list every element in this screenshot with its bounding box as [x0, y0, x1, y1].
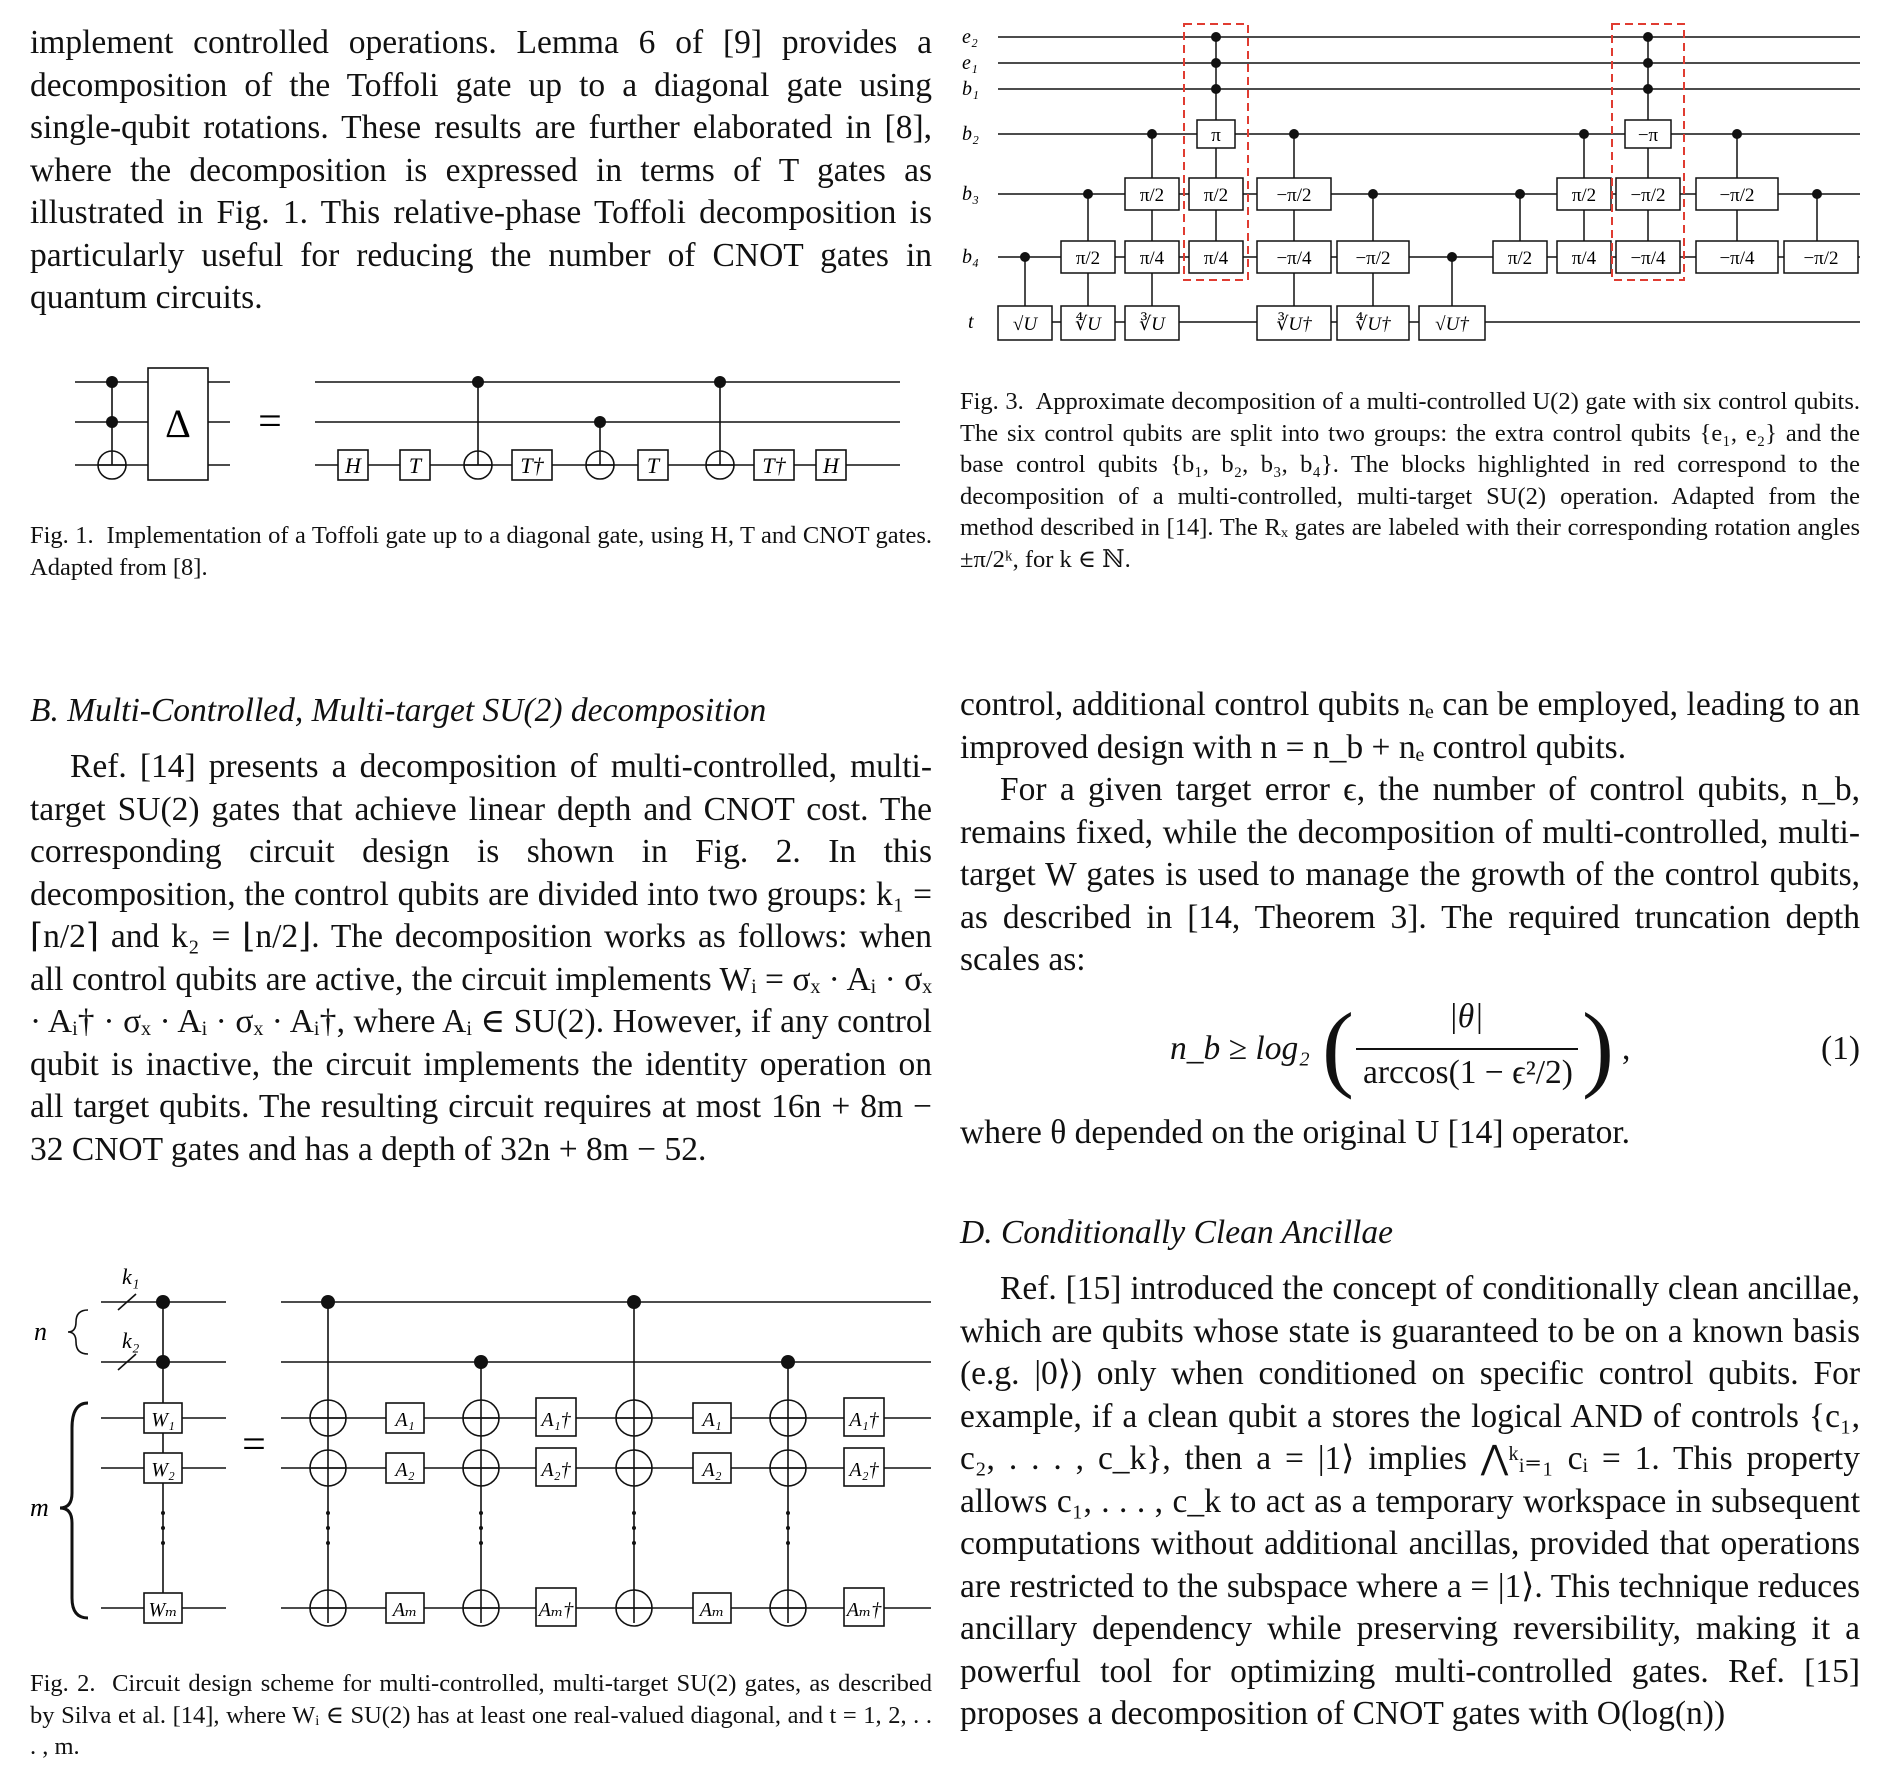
b3-gate-2: π/2	[1203, 185, 1229, 206]
equation-numerator: |θ|	[1448, 998, 1484, 1035]
control-paragraph: control, additional control qubits nₑ can be employed, leading to an improved design with n = n_b + nₑ control qubits.	[960, 686, 1860, 766]
equation-number: (1)	[1820, 1030, 1860, 1067]
fig2-caption	[30, 1668, 932, 1763]
equation-close-paren: )	[1582, 993, 1614, 1100]
fig1-gate-h2: H	[823, 453, 839, 478]
fig1-equals: =	[258, 399, 282, 445]
b2-gate-2: −π	[1637, 125, 1659, 146]
b4-gate-8: −π/4	[1630, 248, 1666, 269]
equation-1	[1170, 993, 1860, 1108]
wire-label-e1: e₁	[962, 52, 978, 74]
fig2-k2-label: k₂	[122, 1328, 140, 1353]
fig1-gate-t2: T	[646, 453, 660, 478]
fig1-circuit	[60, 360, 920, 500]
fig2-am-col2: Aₘ	[699, 1599, 725, 1621]
equation-fraction-bar	[1356, 1048, 1578, 1050]
b4-gate-1: π/2	[1075, 248, 1101, 269]
fig3-caption-text: Approximate decomposition of a multi-controlled U(2) gate with six control qubits. The six control qubits are split into two groups: the extra control qubits {e₁, e₂} and the base control qubits {b₁, b₂, b₃, b₄}. The blocks highlighted in red correspond to the decomposition of a multi-controlled, multi-target SU(2) operation. Adapted from the method described in [14]. The Rₓ gates are labeled with their corresponding rotation angles ±π/2ᵏ, for k ∈ ℕ.	[960, 388, 1860, 573]
fig1-gate-tdag2: T†	[762, 453, 786, 478]
b3-gate-6: −π/2	[1719, 185, 1755, 206]
fig2-n-label: n	[34, 1317, 47, 1346]
fig3-caption	[960, 386, 1860, 575]
fig2-amdag-col2: Aₘ†	[846, 1599, 882, 1621]
b4-gate-7: π/4	[1571, 248, 1597, 269]
b4-gate-6: π/2	[1507, 248, 1533, 269]
b3-gate-3: −π/2	[1276, 185, 1312, 206]
b2-gate-1: π	[1211, 125, 1221, 146]
fig2-w1-label: W₁	[151, 1409, 175, 1431]
b3-gate-4: π/2	[1571, 185, 1597, 206]
b4-gate-9: −π/4	[1719, 248, 1755, 269]
wire-label-b2: b₂	[962, 123, 979, 145]
fig2-m-label: m	[30, 1493, 49, 1522]
b4-gate-4: −π/4	[1276, 248, 1312, 269]
fig2-caption-label: Fig. 2.	[30, 1670, 96, 1697]
target-error-paragraph: For a given target error ϵ, the number of control qubits, n_b, remains fixed, while the decomposition of multi-controlled, multi-target W gates is used to manage the growth of the control qubits, as described in [14, Theorem 3]. The required truncation depth scales as:	[960, 771, 1860, 978]
where-paragraph: where θ depended on the original U [14] operator.	[960, 1114, 1630, 1151]
fig1-caption-label: Fig. 1.	[30, 522, 94, 549]
fig3-caption-label: Fig. 3.	[960, 388, 1024, 415]
fig2-w2-label: W₂	[151, 1459, 175, 1481]
equation-lhs: n_b ≥ log₂	[1170, 1030, 1310, 1067]
t-gate-4: ∛U†	[1276, 314, 1312, 335]
section-b-heading: B. Multi-Controlled, Multi-target SU(2) decomposition	[30, 692, 767, 729]
fig2-a2-col2: A₂	[702, 1459, 722, 1481]
fig2-a2dag-col1: A₂†	[541, 1459, 571, 1481]
fig2-equals: =	[242, 1422, 266, 1468]
wire-label-b3: b₃	[962, 183, 979, 205]
b4-gate-3: π/4	[1203, 248, 1229, 269]
fig2-a2dag-col2: A₂†	[849, 1459, 879, 1481]
fig1-caption	[30, 520, 932, 583]
fig3-circuit	[960, 16, 1865, 356]
b4-gate-2: π/4	[1139, 248, 1165, 269]
wire-label-e2: e₂	[962, 26, 978, 48]
fig2-am-col1: Aₘ	[392, 1599, 418, 1621]
t-gate-5: ∜U†	[1355, 314, 1391, 335]
b4-gate-10: −π/2	[1803, 248, 1839, 269]
section-b-paragraph: Ref. [14] presents a decomposition of multi-controlled, multi-target SU(2) gates that achieve linear depth and CNOT cost. The corresponding circuit design is shown in Fig. 2. In this decomposition, the control qubits are divided into two groups: k₁ = ⌈n/2⌉ and k₂ = ⌊n/2⌋. The decomposition works as follows: when all control qubits are active, the circuit implements Wᵢ = σₓ · Aᵢ · σₓ · Aᵢ† · σₓ · Aᵢ · σₓ · Aᵢ†, where Aᵢ ∈ SU(2). However, if any control qubit is inactive, the circuit implements the identity operation on all target qubits. The resulting circuit requires at most 16n + 8m − 32 CNOT gates and has a depth of 32n + 8m − 52.	[30, 748, 932, 1168]
fig2-a1-col2: A₁	[702, 1409, 722, 1431]
section-d-paragraph: Ref. [15] introduced the concept of conditionally clean ancillae, which are qubits whose state is guaranteed to be on a known basis (e.g. |0⟩) only when conditioned on specific control qubits. For example, if a clean qubit a stores the logical AND of controls {c₁, c₂, . . . , c_k}, then a = |1⟩ implies ⋀ᵏᵢ₌₁ cᵢ = 1. This property allows c₁, . . . , c_k to act as a temporary workspace in subsequent computations without additional ancillas, provided that operations are restricted to the subspace where a = |1⟩. This technique reduces ancillary dependency while preserving reversibility, making it a powerful tool for optimizing multi-controlled gates. Ref. [15] proposes a decomposition of CNOT gates with O(log(n))	[960, 1270, 1860, 1732]
fig1-caption-text: Implementation of a Toffoli gate up to a diagonal gate, using H, T and CNOT gates. Adapted from [8].	[30, 522, 933, 581]
section-d-heading: D. Conditionally Clean Ancillae	[960, 1214, 1393, 1251]
fig1-gate-t1: T	[408, 453, 422, 478]
fig1-gate-h1: H	[345, 453, 361, 478]
fig2-amdag-col1: Aₘ†	[538, 1599, 574, 1621]
fig2-a1-col1: A₁	[395, 1409, 415, 1431]
b3-gate-1: π/2	[1139, 185, 1165, 206]
wire-label-b4: b₄	[962, 246, 979, 268]
delta-label: Δ	[165, 401, 191, 446]
t-gate-6: √U†	[1435, 314, 1469, 335]
fig2-k1-label: k₁	[122, 1264, 140, 1289]
fig2-circuit	[26, 1258, 936, 1638]
fig2-a2-col1: A₂	[395, 1459, 415, 1481]
wire-label-t: t	[968, 311, 974, 333]
t-gate-3: ∛U	[1139, 314, 1165, 335]
equation-trail: ,	[1622, 1030, 1631, 1067]
fig2-a1dag-col1: A₁†	[541, 1409, 571, 1431]
t-gate-1: √U	[1012, 314, 1038, 335]
fig2-wm-label: Wₘ	[148, 1599, 178, 1621]
intro-paragraph: implement controlled operations. Lemma 6 of [9] provides a decomposition of the Toffoli gate up to a diagonal gate using single-qubit rotations. These results are further elaborated in [8], where the decomposition is expressed in terms of T gates as illustrated in Fig. 1. This relative-phase Toffoli decomposition is particularly useful for reducing the number of CNOT gates in quantum circuits.	[30, 24, 932, 316]
t-gate-2: ∜U	[1075, 314, 1101, 335]
b4-gate-5: −π/2	[1355, 248, 1391, 269]
equation-open-paren: (	[1322, 993, 1354, 1100]
fig2-caption-text: Circuit design scheme for multi-controlled, multi-target SU(2) gates, as described by Silva et al. [14], where Wᵢ ∈ SU(2) has at least one real-valued diagonal, and t = 1, 2, . . . , m.	[30, 1670, 933, 1760]
fig1-gate-tdag1: T†	[520, 453, 544, 478]
wire-label-b1: b₁	[962, 78, 979, 100]
equation-denominator: arccos(1 − ϵ²/2)	[1363, 1054, 1573, 1091]
fig2-a1dag-col2: A₁†	[849, 1409, 879, 1431]
b3-gate-5: −π/2	[1630, 185, 1666, 206]
